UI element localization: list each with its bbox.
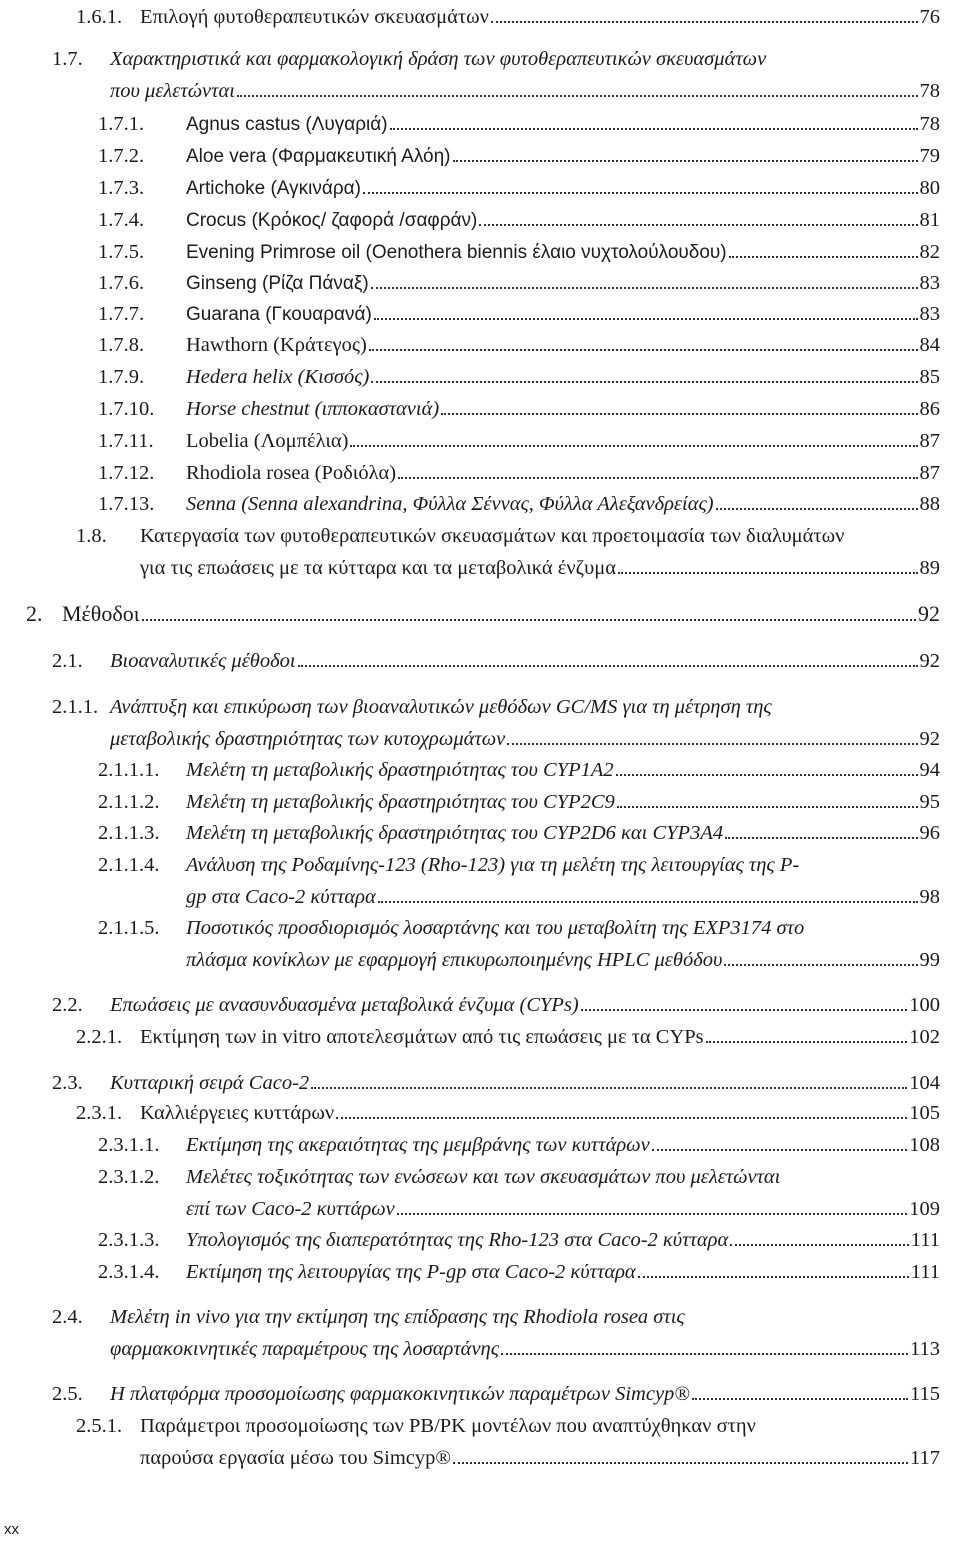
toc-entry[interactable]: [98, 755, 940, 785]
toc-entry-title: πλάσμα κονίκλων με εφαρμογή επικυρωποιημένης HPLC μεθόδου: [186, 949, 723, 971]
leader-dots: [730, 1232, 909, 1246]
toc-entry-title: Καλλιέργειες κυττάρων: [140, 1102, 335, 1124]
toc-entry-page: 83: [919, 272, 940, 294]
toc-entry-title: επί των Caco-2 κυττάρων: [186, 1198, 395, 1220]
toc-entry[interactable]: [52, 1068, 940, 1098]
toc-entry-page: 96: [919, 822, 940, 844]
toc-entry[interactable]: [98, 394, 940, 424]
toc-entry-page: 83: [919, 303, 940, 325]
toc-entry[interactable]: [98, 1225, 940, 1255]
toc-entry[interactable]: [98, 1130, 940, 1160]
toc-entry-page: 84: [919, 334, 940, 356]
toc-entry-page: 100: [909, 994, 940, 1016]
toc-entry-page: 85: [919, 366, 940, 388]
leader-dots: [638, 1264, 909, 1278]
toc-entry-number: 1.7.10.: [98, 398, 155, 420]
toc-entry-title: Ανάλυση της Ροδαμίνης-123 (Rho-123) για τη μελέτη της λειτουργίας της P-: [186, 854, 800, 876]
toc-entry-number: 2.1.1.2.: [98, 791, 160, 813]
toc-entry-title: Μέθοδοι: [62, 601, 140, 626]
leader-dots: [716, 496, 918, 510]
toc-entry[interactable]: [98, 109, 940, 140]
toc-entry-title: Ginseng (Ρίζα Πάναξ): [186, 273, 369, 294]
toc-entry-number: 2.5.: [52, 1383, 83, 1405]
toc-entry-page: 87: [919, 430, 940, 452]
toc-entry[interactable]: [98, 787, 940, 817]
toc-entry-title: Επιλογή φυτοθεραπευτικών σκευασμάτων: [140, 6, 489, 28]
leader-dots: [453, 148, 918, 162]
toc-entry-title: Μελέτη τη μεταβολικής δραστηριότητας του CYP1A2: [186, 759, 614, 781]
toc-entry[interactable]: [76, 1411, 940, 1473]
toc-entry[interactable]: [98, 1257, 940, 1287]
toc-entry-page: 98: [919, 886, 940, 908]
toc-entry-title: που μελετώνται: [110, 80, 235, 102]
toc-entry-page: 95: [919, 791, 940, 813]
leader-dots: [617, 794, 918, 808]
leader-dots: [390, 116, 918, 130]
leader-dots: [378, 889, 918, 903]
toc-entry-title: Η πλατφόρμα προσομοίωσης φαρμακοκινητικών παραμέτρων Simcyp®: [110, 1383, 690, 1405]
toc-entry-number: 1.7.6.: [98, 272, 145, 294]
toc-entry[interactable]: [26, 599, 940, 629]
toc-entry-number: 1.7.8.: [98, 334, 145, 356]
leader-dots: [507, 731, 917, 745]
leader-dots: [729, 244, 918, 258]
toc-entry-title: Μελέτη τη μεταβολικής δραστηριότητας του CYP2D6 και CYP3A4: [186, 822, 724, 844]
toc-entry-number: 2.2.1.: [76, 1026, 123, 1048]
toc-entry[interactable]: [76, 2, 940, 32]
toc-entry-page: 115: [910, 1383, 940, 1405]
toc-entry[interactable]: [98, 205, 940, 236]
toc-entry-title: Κυτταρική σειρά Caco-2: [110, 1072, 310, 1094]
toc-entry[interactable]: [98, 850, 940, 912]
toc-entry-number: 1.7.5.: [98, 241, 145, 263]
toc-entry-title: Aloe vera (Φαρμακευτική Αλόη): [186, 146, 451, 167]
toc-entry-title: Artichoke (Αγκινάρα): [186, 178, 361, 199]
leader-dots: [142, 607, 916, 621]
toc-entry-title: Hedera helix (Κισσός): [186, 366, 370, 388]
leader-dots: [491, 9, 918, 23]
toc-entry-title: φαρμακοκινητικές παραμέτρους της λοσαρτάνης: [110, 1338, 500, 1360]
toc-entry-title: gp στα Caco-2 κύτταρα: [186, 886, 376, 908]
leader-dots: [692, 1386, 908, 1400]
leader-dots: [398, 465, 917, 479]
toc-entry-page: 108: [909, 1134, 940, 1156]
toc-entry-page: 86: [919, 398, 940, 420]
toc-entry-number: 2.1.1.: [52, 696, 99, 718]
toc-entry-title: Evening Primrose oil (Oenothera biennis έλαιο νυχτολούλουδου): [186, 242, 727, 263]
toc-entry-number: 1.6.1.: [76, 6, 123, 28]
leader-dots: [479, 212, 917, 226]
toc-entry-title: Hawthorn (Κράτεγος): [186, 334, 367, 356]
toc-entry-page: 111: [910, 1229, 940, 1251]
toc-entry-page: 104: [909, 1072, 940, 1094]
toc-entry-title: Παράμετροι προσομοίωσης των PB/PK μοντέλων που αναπτύχθηκαν στην: [140, 1415, 756, 1437]
toc-entry-title: Ποσοτικός προσδιορισμός λοσαρτάνης και του μεταβολίτη της EXP3174 στο: [186, 917, 805, 939]
toc-entry[interactable]: [98, 458, 940, 488]
toc-entry-page: 117: [910, 1447, 940, 1469]
toc-entry-page: 76: [919, 6, 940, 28]
toc-entry-page: 113: [910, 1338, 940, 1360]
toc-entry-page: 78: [919, 80, 940, 102]
toc-entry-page: 80: [919, 177, 940, 199]
toc-entry-number: 2.1.: [52, 650, 83, 672]
toc-entry-number: 2.3.1.1.: [98, 1134, 160, 1156]
leader-dots: [371, 275, 918, 289]
toc-entry-title: για τις επωάσεις με τα κύτταρα και τα μεταβολικά ένζυμα: [140, 557, 617, 579]
leader-dots: [237, 83, 918, 97]
toc-entry-title: Κατεργασία των φυτοθεραπευτικών σκευασμάτων και προετοιμασία των διαλυμάτων: [140, 525, 845, 547]
toc-entry-title: Μελέτη in vivo για την εκτίμηση της επίδρασης της Rhodiola rosea στις: [110, 1306, 685, 1328]
toc-entry-title: Βιοαναλυτικές μέθοδοι: [110, 650, 296, 672]
toc-entry[interactable]: [98, 330, 940, 360]
toc-entry-page: 102: [909, 1026, 940, 1048]
leader-dots: [311, 1075, 907, 1089]
leader-dots: [298, 653, 918, 667]
leader-dots: [501, 1341, 908, 1355]
toc-entry-page: 88: [919, 493, 940, 515]
toc-entry-title: Εκτίμηση των in vitro αποτελεσμάτων από τις επωάσεις με τα CYPs: [140, 1026, 704, 1048]
toc-entry-page: 92: [919, 650, 940, 672]
toc-entry[interactable]: [98, 913, 940, 975]
toc-entry-page: 87: [919, 462, 940, 484]
toc-entry-number: 1.7.: [52, 48, 83, 70]
toc-entry-number: 2.: [26, 601, 43, 626]
toc-entry-title: Εκτίμηση της ακεραιότητας της μεμβράνης των κυττάρων: [186, 1134, 650, 1156]
toc-entry-number: 2.3.1.3.: [98, 1229, 160, 1251]
toc-entry-number: 2.4.: [52, 1306, 83, 1328]
toc-entry[interactable]: [52, 1302, 940, 1364]
toc-entry-title: Lobelia (Λομπέλια): [186, 430, 349, 452]
toc-entry[interactable]: [52, 1379, 940, 1409]
toc-entry-page: 79: [919, 145, 940, 167]
leader-dots: [350, 433, 917, 447]
toc-entry-number: 1.7.11.: [98, 430, 154, 452]
toc-entry[interactable]: [52, 990, 940, 1020]
toc-entry-number: 1.7.12.: [98, 462, 155, 484]
toc-entry-number: 2.3.: [52, 1072, 83, 1094]
toc-entry-number: 1.7.3.: [98, 177, 145, 199]
toc-entry-title: Rhodiola rosea (Ροδιόλα): [186, 462, 397, 484]
toc-entry[interactable]: [98, 299, 940, 330]
toc-entry-title: μεταβολικής δραστηριότητας των κυτοχρωμάτων: [110, 728, 506, 750]
leader-dots: [724, 952, 917, 966]
toc-entry-number: 1.7.9.: [98, 366, 145, 388]
toc-entry-number: 2.1.1.3.: [98, 822, 160, 844]
toc-entry[interactable]: [98, 489, 940, 519]
toc-entry-number: 1.8.: [76, 525, 107, 547]
toc-entry-number: 2.1.1.5.: [98, 917, 160, 939]
leader-dots: [336, 1105, 907, 1119]
toc-entry[interactable]: [52, 646, 940, 676]
toc-entry-title: Χαρακτηριστικά και φαρμακολογική δράση των φυτοθεραπευτικών σκευασμάτων: [110, 48, 767, 70]
toc-entry-number: 2.1.1.4.: [98, 854, 160, 876]
toc-entry[interactable]: [98, 362, 940, 392]
toc-entry-page: 82: [919, 241, 940, 263]
toc-entry[interactable]: [98, 1162, 940, 1224]
toc-entry-page: 109: [909, 1198, 940, 1220]
leader-dots: [725, 825, 917, 839]
toc-entry-page: 92: [919, 728, 940, 750]
leader-dots: [363, 180, 918, 194]
toc-entry[interactable]: [76, 1022, 940, 1052]
toc-entry-number: 2.3.1.2.: [98, 1166, 160, 1188]
toc-entry-number: 2.1.1.1.: [98, 759, 160, 781]
toc-entry-title: Guarana (Γκουαρανά): [186, 304, 372, 325]
leader-dots: [453, 1450, 908, 1464]
leader-dots: [397, 1201, 907, 1215]
page-number-footer: xx: [4, 1521, 19, 1538]
toc-entry[interactable]: [76, 521, 940, 583]
toc-entry[interactable]: [52, 692, 940, 754]
toc-entry-title: Agnus castus (Λυγαριά): [186, 114, 388, 135]
toc-entry-title: Ανάπτυξη και επικύρωση των βιοαναλυτικών μεθόδων GC/MS για τη μέτρηση της: [110, 696, 772, 718]
toc-entry-page: 99: [919, 949, 940, 971]
toc-entry-page: 111: [910, 1261, 940, 1283]
leader-dots: [581, 997, 907, 1011]
toc-entry-title: Horse chestnut (ιπποκαστανιά): [186, 398, 440, 420]
toc-entry[interactable]: [98, 426, 940, 456]
toc-entry-page: 89: [919, 557, 940, 579]
toc-entry[interactable]: [76, 1098, 940, 1128]
toc-entry-title: παρούσα εργασία μέσω του Simcyp®: [140, 1447, 451, 1469]
toc-entry-title: Επωάσεις με ανασυνδυασμένα μεταβολικά ένζυμα (CYPs): [110, 994, 579, 1016]
leader-dots: [369, 337, 918, 351]
toc-entry-title: Μελέτη τη μεταβολικής δραστηριότητας του CYP2C9: [186, 791, 615, 813]
leader-dots: [374, 306, 918, 320]
toc-entry-title: Senna (Senna alexandrina, Φύλλα Σέννας, Φύλλα Αλεξανδρείας): [186, 493, 714, 515]
toc-entry-page: 105: [909, 1102, 940, 1124]
toc-entry-page: 92: [918, 601, 940, 626]
toc-entry-title: Εκτίμηση της λειτουργίας της P-gp στα Caco-2 κύτταρα: [186, 1261, 636, 1283]
toc-entry-number: 2.3.1.: [76, 1102, 123, 1124]
toc-entry[interactable]: [52, 44, 940, 106]
toc-entry[interactable]: [98, 818, 940, 848]
leader-dots: [652, 1137, 908, 1151]
toc-entry[interactable]: [98, 141, 940, 172]
leader-dots: [441, 401, 917, 415]
toc-entry-page: 81: [919, 209, 940, 231]
leader-dots: [618, 560, 917, 574]
toc-entry-number: 1.7.13.: [98, 493, 155, 515]
leader-dots: [616, 762, 918, 776]
toc-entry-page: 94: [919, 759, 940, 781]
toc-entry-number: 1.7.4.: [98, 209, 145, 231]
leader-dots: [371, 369, 917, 383]
toc-entry-number: 1.7.1.: [98, 113, 145, 135]
toc-entry-number: 2.2.: [52, 994, 83, 1016]
toc-entry-number: 1.7.7.: [98, 303, 145, 325]
toc-entry[interactable]: [98, 237, 940, 268]
toc-entry-number: 2.3.1.4.: [98, 1261, 160, 1283]
toc-entry-number: 2.5.1.: [76, 1415, 123, 1437]
toc-entry-page: 78: [919, 113, 940, 135]
leader-dots: [706, 1029, 908, 1043]
toc-entry[interactable]: [98, 173, 940, 204]
toc-entry-title: Μελέτες τοξικότητας των ενώσεων και των σκευασμάτων που μελετώνται: [186, 1166, 781, 1188]
toc-entry[interactable]: [98, 268, 940, 299]
toc-entry-number: 1.7.2.: [98, 145, 145, 167]
toc-entry-title: Crocus (Κρόκος/ ζαφορά /σαφράν): [186, 210, 478, 231]
toc-entry-title: Υπολογισμός της διαπερατότητας της Rho-123 στα Caco-2 κύτταρα: [186, 1229, 729, 1251]
